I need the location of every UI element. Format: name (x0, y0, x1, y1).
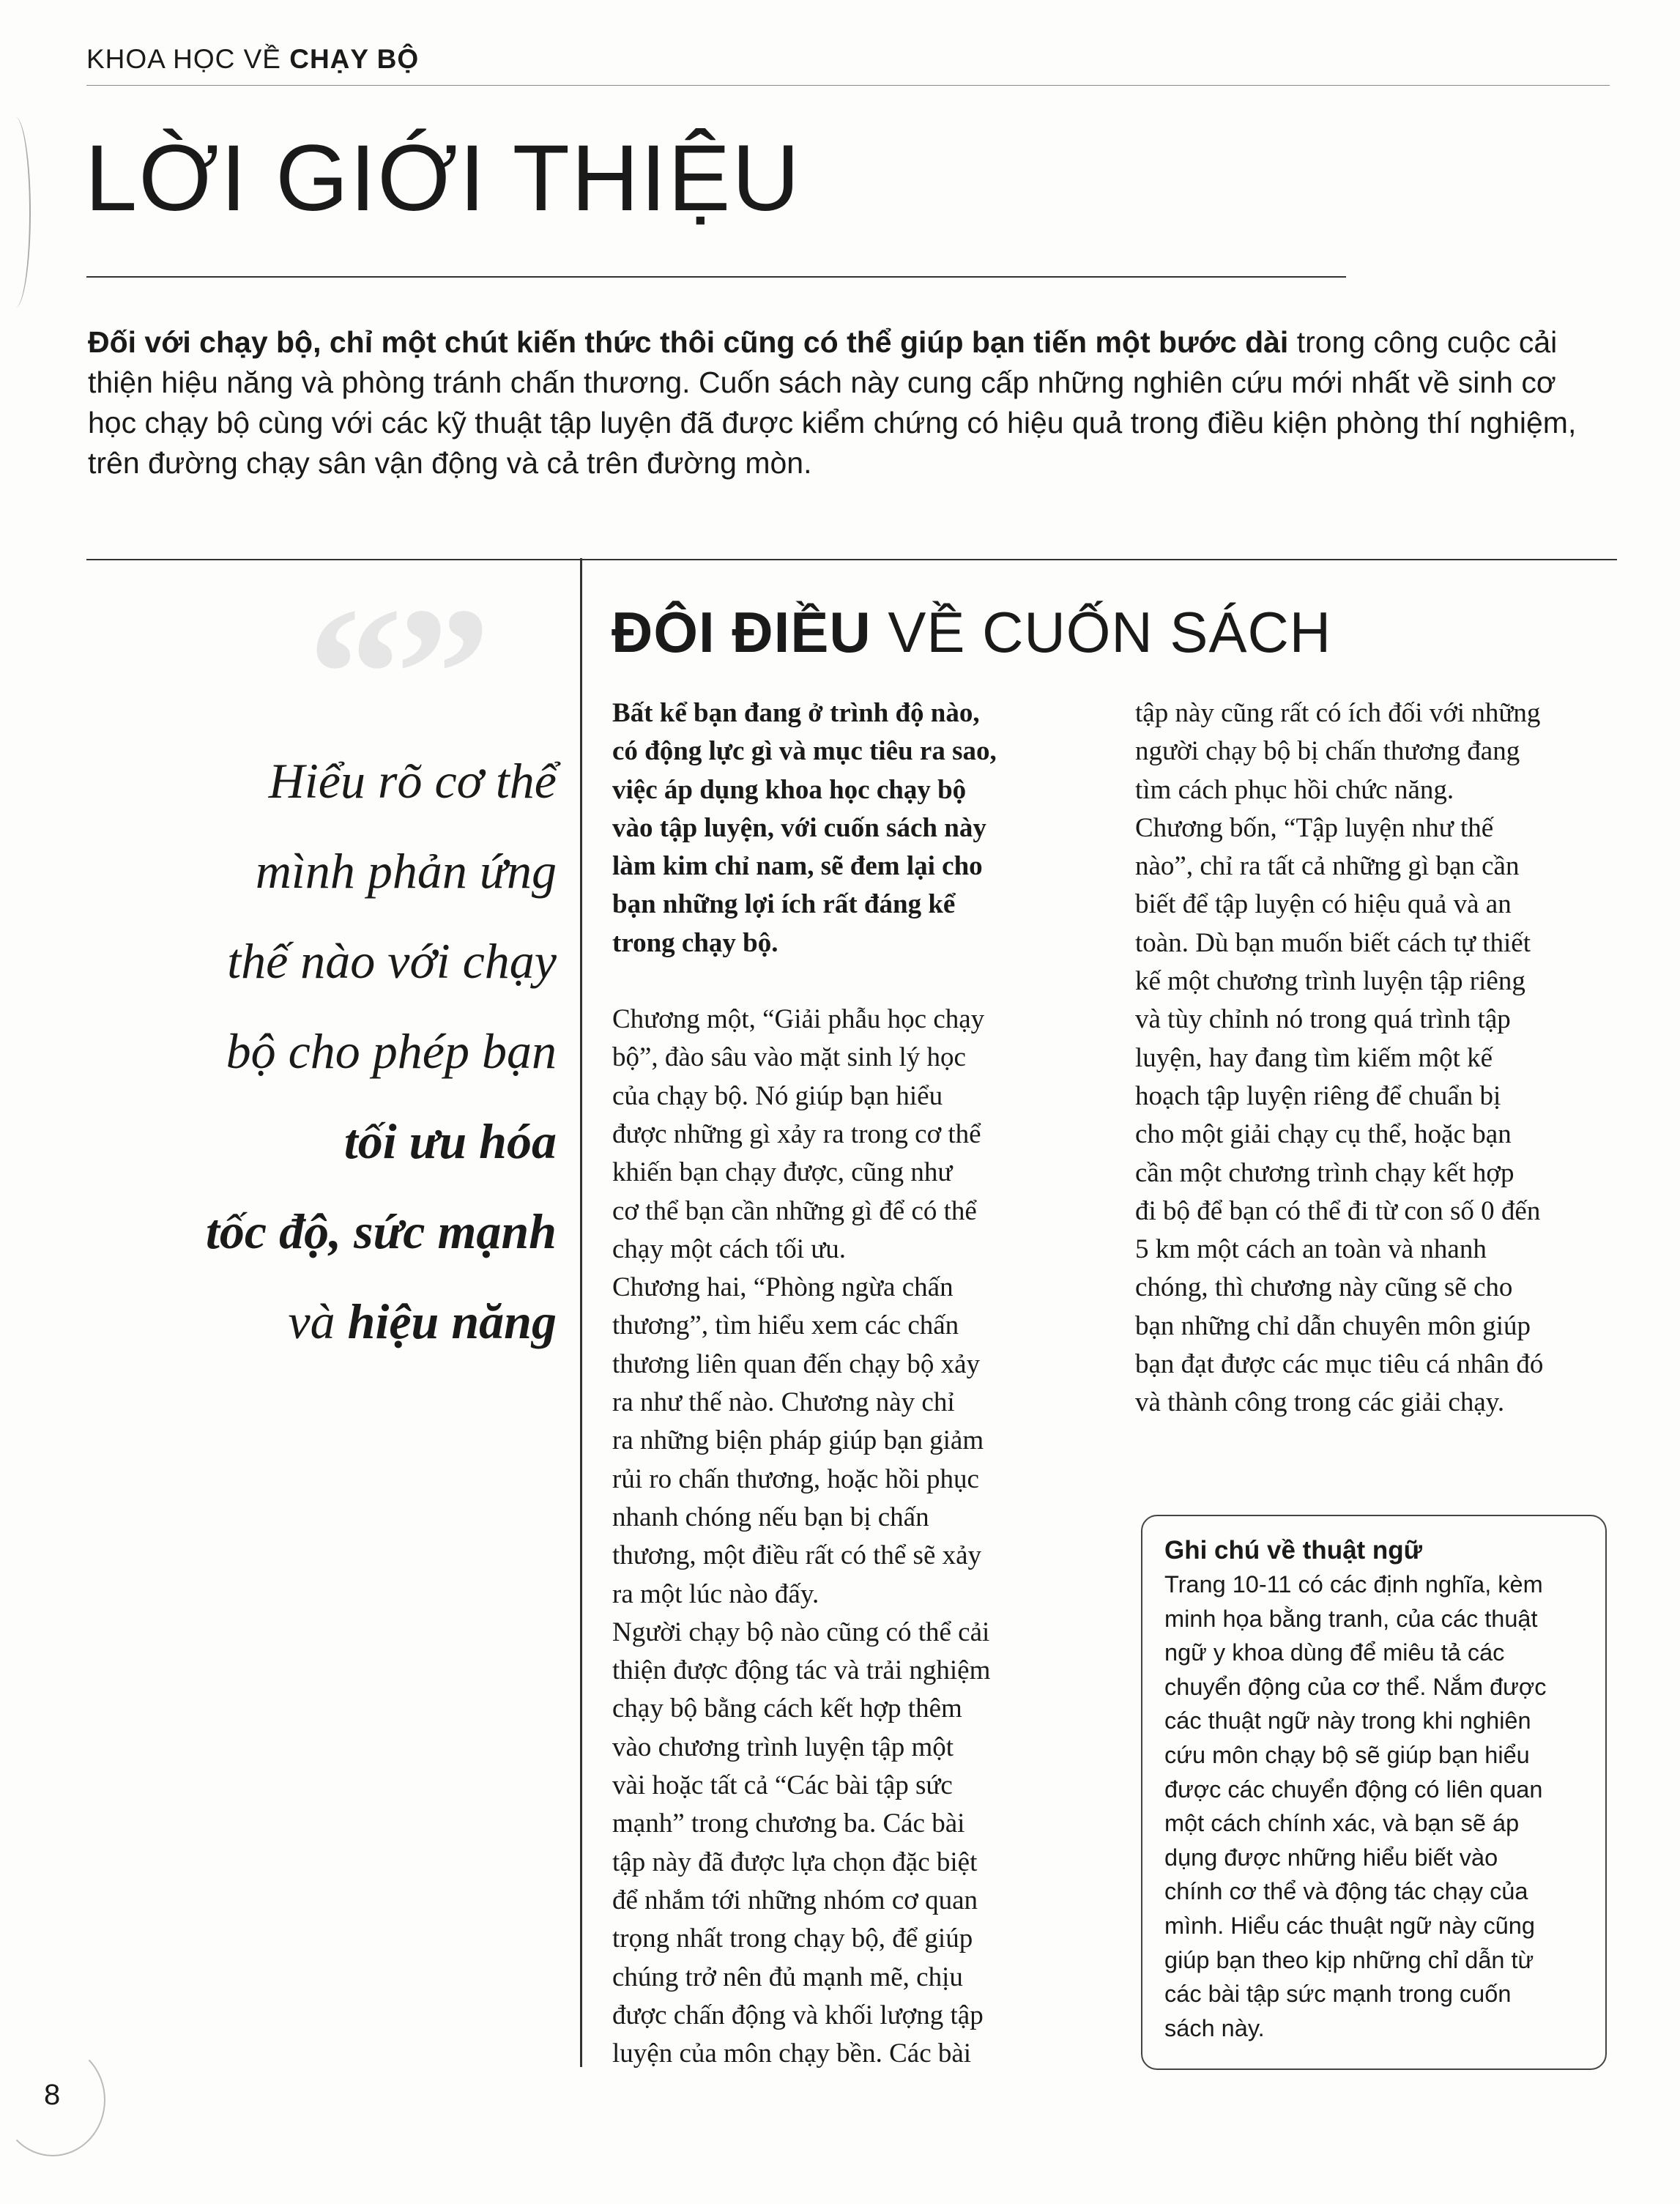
note-line: minh họa bằng tranh, của các thuật (1164, 1605, 1538, 1632)
note-body (1164, 1567, 1605, 2045)
body-line: được chấn động và khối lượng tập (612, 2000, 984, 2030)
pull-quote-segment: và (288, 1294, 348, 1349)
body-line: bạn những chỉ dẫn chuyên môn giúp (1135, 1310, 1531, 1341)
body-line: của chạy bộ. Nó giúp bạn hiểu (612, 1080, 943, 1111)
note-title: Ghi chú về thuật ngữ (1164, 1536, 1423, 1565)
quote-marks-icon: “” (308, 568, 483, 779)
body-line: và tùy chỉnh nó trong quá trình tập (1135, 1004, 1511, 1035)
pull-quote-line (73, 916, 557, 1006)
note-line: một cách chính xác, và bạn sẽ áp (1164, 1810, 1520, 1837)
body-line: rủi ro chấn thương, hoặc hồi phục (612, 1463, 979, 1494)
header-divider (86, 85, 1610, 86)
body-line: luyện, hay đang tìm kiếm một kế (1135, 1042, 1493, 1073)
note-line: chuyển động của cơ thể. Nắm được (1164, 1673, 1547, 1700)
pull-quote-segment: hiệu năng (347, 1294, 557, 1349)
section-title-rest: VỀ CUỐN SÁCH (871, 600, 1332, 664)
intro-bold: Đối với chạy bộ, chỉ một chút kiến thức thôi cũng có thể giúp bạn tiến một bước dài (88, 325, 1289, 359)
body-line: nhanh chóng nếu bạn bị chấn (612, 1502, 929, 1532)
page-edge-curve (0, 117, 31, 308)
body-line: bạn đạt được các mục tiêu cá nhân đó (1135, 1349, 1544, 1380)
body-line: thương, một điều rất có thể sẽ xảy (612, 1540, 982, 1571)
pull-quote-line (73, 1097, 557, 1187)
lead-line: vào tập luyện, với cuốn sách này (612, 812, 986, 843)
page-title: LỜI GIỚI THIỆU (85, 126, 801, 231)
lead-line: trong chạy bộ. (612, 927, 778, 958)
lead-line: làm kim chỉ nam, sẽ đem lại cho (612, 851, 983, 882)
intro-paragraph (88, 322, 1597, 483)
section-title (612, 599, 1331, 666)
lead-line: việc áp dụng khoa học chạy bộ (612, 774, 967, 805)
body-line: nào”, chỉ ra tất cả những gì bạn cần (1135, 851, 1520, 882)
body-line: vào chương trình luyện tập một (612, 1732, 954, 1762)
body-line: đi bộ để bạn có thể đi từ con số 0 đến (1135, 1195, 1541, 1226)
pull-quote-line (73, 826, 557, 916)
column-rule (580, 558, 582, 2067)
title-divider (86, 276, 1346, 278)
body-column-2 (1135, 694, 1648, 1422)
body-line: mạnh” trong chương ba. Các bài (612, 1808, 965, 1839)
lead-line: Bất kể bạn đang ở trình độ nào, (612, 698, 980, 728)
body-line: thương”, tìm hiểu xem các chấn (612, 1310, 959, 1341)
body-line: Người chạy bộ nào cũng có thể cải (612, 1617, 990, 1647)
body-line: tìm cách phục hồi chức năng. (1135, 774, 1454, 805)
body-line: hoạch tập luyện riêng để chuẩn bị (1135, 1080, 1501, 1111)
body-line: Chương bốn, “Tập luyện như thế (1135, 812, 1494, 843)
body-line: vài hoặc tất cả “Các bài tập sức (612, 1770, 953, 1801)
note-line: dụng được những hiểu biết vào (1164, 1844, 1498, 1871)
note-line: sách này. (1164, 2014, 1265, 2041)
body-line: để nhắm tới những nhóm cơ quan (612, 1885, 978, 1915)
note-line: Trang 10-11 có các định nghĩa, kèm (1164, 1571, 1543, 1598)
pull-quote-segment: tối ưu hóa (343, 1113, 557, 1169)
note-line: giúp bạn theo kịp những chỉ dẫn từ (1164, 1946, 1534, 1973)
pull-quote-segment: thế nào với chạy (227, 933, 557, 989)
note-line: ngữ y khoa dùng để miêu tả các (1164, 1639, 1505, 1666)
body-line: chúng trở nên đủ mạnh mẽ, chịu (612, 1962, 963, 1992)
body-line: luyện của môn chạy bền. Các bài (612, 2038, 972, 2069)
body-line: cần một chương trình chạy kết hợp (1135, 1157, 1514, 1188)
terminology-note-box (1141, 1515, 1607, 2070)
note-line: chính cơ thể và động tác chạy của (1164, 1878, 1528, 1905)
pull-quote-segment: mình phản ứng (255, 843, 557, 899)
body-line: ra như thế nào. Chương này chỉ (612, 1387, 955, 1418)
note-line: các bài tập sức mạnh trong cuốn (1164, 1981, 1512, 2008)
pull-quote (73, 736, 557, 1367)
running-header-light: KHOA HỌC VỀ (86, 44, 290, 74)
pull-quote-segment: Hiểu rõ cơ thể (268, 753, 557, 809)
pull-quote-line (73, 1277, 557, 1367)
lead-line: có động lực gì và mục tiêu ra sao, (612, 736, 997, 767)
body-line: được những gì xảy ra trong cơ thể (612, 1118, 981, 1149)
body-line: Chương một, “Giải phẫu học chạy (612, 1004, 985, 1035)
lead-line: bạn những lợi ích rất đáng kể (612, 889, 956, 920)
note-line: cứu môn chạy bộ sẽ giúp bạn hiểu (1164, 1741, 1530, 1768)
section-divider (86, 559, 1617, 560)
body-line: biết để tập luyện có hiệu quả và an (1135, 889, 1512, 920)
body-line: chạy một cách tối ưu. (612, 1233, 847, 1264)
body-line: kế một chương trình luyện tập riêng (1135, 966, 1525, 997)
body-line: chạy bộ bằng cách kết hợp thêm (612, 1693, 962, 1724)
body-line: cơ thể bạn cần những gì để có thể (612, 1195, 977, 1226)
body-line: tập này đã được lựa chọn đặc biệt (612, 1847, 978, 1877)
body-line: 5 km một cách an toàn và nhanh (1135, 1234, 1487, 1265)
body-line: và thành công trong các giải chạy. (1135, 1387, 1505, 1418)
pull-quote-line (73, 1006, 557, 1097)
note-line: các thuật ngữ này trong khi nghiên (1164, 1707, 1531, 1734)
body-line: trọng nhất trong chạy bộ, để giúp (612, 1923, 973, 1954)
body-line: khiến bạn chạy được, cũng như (612, 1157, 953, 1188)
running-header-bold: CHẠY BỘ (289, 44, 420, 74)
body-line: thiện được động tác và trải nghiệm (612, 1655, 991, 1686)
page-number: 8 (44, 2079, 61, 2111)
body-line: chóng, thì chương này cũng sẽ cho (1135, 1272, 1513, 1303)
paragraph-gap (612, 962, 1118, 1001)
body-line: ra một lúc nào đấy. (612, 1578, 819, 1609)
pull-quote-line (73, 1187, 557, 1277)
body-line: cho một giải chạy cụ thể, hoặc bạn (1135, 1119, 1512, 1150)
body-line: người chạy bộ bị chấn thương đang (1135, 736, 1520, 767)
body-line: thương liên quan đến chạy bộ xảy (612, 1348, 980, 1379)
note-line: được các chuyển động có liên quan (1164, 1776, 1543, 1803)
intro-text: trong công cuộc cải thiện hiệu năng và phòng tránh chấn thương. Cuốn sách này cung cấp những nghiên cứu mới nhất về sinh cơ học chạy bộ cùng với các kỹ thuật tập luyện đã được kiểm chứng có hiệu quả trong điều kiện phòng thí nghiệm, trên đường chạy sân vận động và cả trên đường mòn. (88, 325, 1577, 480)
section-title-bold: ĐÔI ĐIỀU (612, 600, 871, 664)
note-line: mình. Hiểu các thuật ngữ này cũng (1164, 1912, 1535, 1939)
body-line: toàn. Dù bạn muốn biết cách tự thiết (1135, 927, 1531, 958)
body-line: Chương hai, “Phòng ngừa chấn (612, 1272, 954, 1303)
body-line: tập này cũng rất có ích đối với những (1135, 698, 1541, 728)
body-line: bộ”, đào sâu vào mặt sinh lý học (612, 1042, 966, 1073)
running-header (86, 44, 419, 75)
pull-quote-line (73, 736, 557, 826)
body-column-1 (612, 694, 1118, 2073)
body-line: ra những biện pháp giúp bạn giảm (612, 1425, 984, 1456)
pull-quote-segment: bộ cho phép bạn (226, 1023, 557, 1079)
pull-quote-segment: tốc độ, sức mạnh (206, 1203, 557, 1259)
